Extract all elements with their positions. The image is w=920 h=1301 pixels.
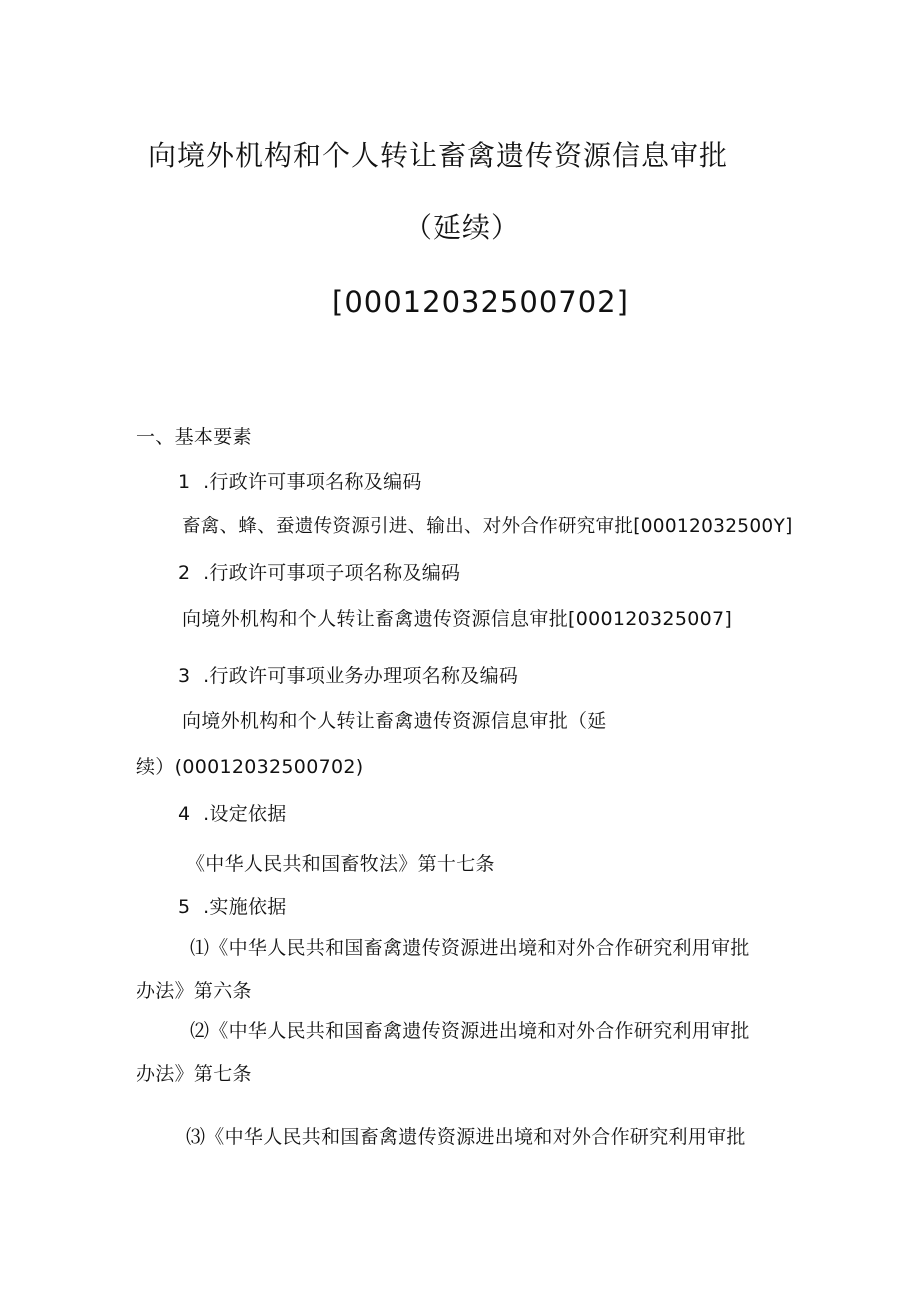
item5-sub1-line1: ⑴《中华人民共和国畜禽遗传资源进出境和对外合作研究利用审批 xyxy=(190,937,750,959)
item1-label: 1 .行政许可事项名称及编码 xyxy=(178,471,422,493)
item2-label: 2 .行政许可事项子项名称及编码 xyxy=(178,562,461,584)
item2-value: 向境外机构和个人转让畜禽遗传资源信息审批[000120325007] xyxy=(182,608,733,630)
item1-value: 畜禽、蜂、蚕遗传资源引进、输出、对外合作研究审批[00012032500Y] xyxy=(182,516,793,537)
doc-title-line1: 向境外机构和个人转让畜禽遗传资源信息审批 xyxy=(148,139,729,172)
item5-label: 5 .实施依据 xyxy=(178,896,287,918)
doc-title-line2: （延续） xyxy=(404,211,521,244)
item5-sub1-line2: 办法》第六条 xyxy=(136,980,252,1002)
item5-sub3-line1: ⑶《中华人民共和国畜禽遗传资源进出境和对外合作研究利用审批 xyxy=(186,1126,746,1148)
item5-sub2-line1: ⑵《中华人民共和国畜禽遗传资源进出境和对外合作研究利用审批 xyxy=(190,1020,750,1042)
item4-label: 4 .设定依据 xyxy=(178,803,287,825)
section-heading-basic: 一、基本要素 xyxy=(136,426,252,448)
doc-title-code: [00012032500702] xyxy=(332,285,629,319)
item5-sub2-line2: 办法》第七条 xyxy=(136,1063,252,1085)
item3-value-line2: 续）(00012032500702) xyxy=(136,756,364,778)
item3-value-line1: 向境外机构和个人转让畜禽遗传资源信息审批（延 xyxy=(182,710,607,732)
item4-value: 《中华人民共和国畜牧法》第十七条 xyxy=(186,853,495,875)
item3-label: 3 .行政许可事项业务办理项名称及编码 xyxy=(178,665,519,687)
